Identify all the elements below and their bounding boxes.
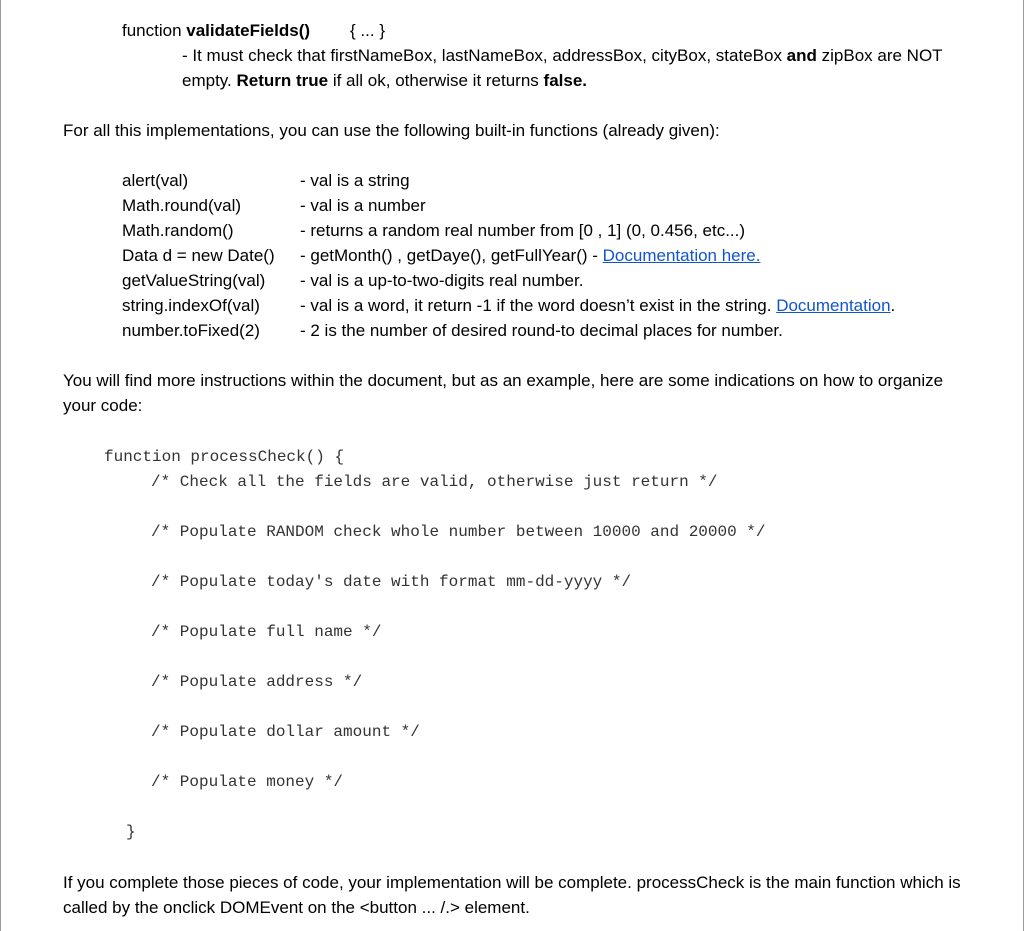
builtin-desc: - val is a up-to-two-digits real number. bbox=[300, 271, 584, 290]
builtin-row bbox=[122, 218, 895, 243]
builtin-fn: Data d = new Date() bbox=[122, 246, 275, 265]
builtin-fn: Math.round(val) bbox=[122, 196, 242, 215]
code-comment: /* Populate today's date with format mm-dd-yyyy */ bbox=[151, 573, 632, 591]
date-documentation-link[interactable]: Documentation here. bbox=[602, 246, 761, 265]
code-comment: /* Populate RANDOM check whole number between 10000 and 20000 */ bbox=[151, 523, 766, 541]
builtin-row bbox=[122, 268, 895, 293]
fn-name: validateFields() bbox=[186, 21, 311, 40]
desc-bold-return-true: Return true bbox=[236, 71, 329, 90]
code-closing-brace: } bbox=[126, 823, 136, 841]
builtin-row bbox=[122, 318, 895, 343]
builtins-list bbox=[122, 168, 895, 343]
code-comment: /* Populate full name */ bbox=[151, 623, 382, 641]
builtin-desc: - returns a random real number from [0 , 1] (0, 0.456, etc...) bbox=[300, 221, 746, 240]
desc-text-1: - It must check that firstNameBox, lastNameBox, addressBox, cityBox, stateBox bbox=[182, 46, 787, 65]
instructions-paragraph: You will find more instructions within the document, but as an example, here are some indications on how to organize your code: bbox=[63, 371, 944, 415]
closing-paragraph: If you complete those pieces of code, your implementation will be complete. processCheck is the main function which is called by the onclick DOMEvent on the <button ... /.> element. bbox=[63, 873, 961, 917]
builtin-desc: - getMonth() , getDaye(), getFullYear() - bbox=[300, 246, 603, 265]
code-function-header: function processCheck() { bbox=[104, 448, 345, 466]
builtin-desc-period: . bbox=[890, 296, 896, 315]
desc-bold-false: false. bbox=[543, 71, 588, 90]
builtin-row bbox=[122, 243, 895, 268]
builtin-fn: Math.random() bbox=[122, 221, 234, 240]
fn-keyword: function bbox=[122, 21, 187, 40]
builtin-row bbox=[122, 168, 895, 193]
builtin-fn: number.toFixed(2) bbox=[122, 321, 260, 340]
builtin-fn: string.indexOf(val) bbox=[122, 296, 260, 315]
desc-bold-and: and bbox=[786, 46, 817, 65]
code-comment: /* Check all the fields are valid, otherwise just return */ bbox=[151, 473, 718, 491]
builtin-fn: getValueString(val) bbox=[122, 271, 266, 290]
builtin-desc-cell bbox=[300, 243, 895, 268]
builtin-desc: - val is a word, it return -1 if the word doesn’t exist in the string. bbox=[300, 296, 777, 315]
validate-fields-heading bbox=[122, 18, 385, 43]
indexof-documentation-link[interactable]: Documentation bbox=[776, 296, 891, 315]
fn-brace: { ... } bbox=[350, 21, 386, 40]
builtins-intro: For all this implementations, you can use the following built-in functions (already given): bbox=[63, 121, 720, 140]
code-comment: /* Populate address */ bbox=[151, 673, 363, 691]
builtin-desc: - val is a number bbox=[300, 196, 426, 215]
builtin-fn: alert(val) bbox=[122, 171, 189, 190]
builtin-desc: - 2 is the number of desired round-to decimal places for number. bbox=[300, 321, 783, 340]
desc-text-3: if all ok, otherwise it returns bbox=[328, 71, 544, 90]
desc-text-2: zipBox are NOT empty. bbox=[182, 46, 943, 90]
code-comment: /* Populate money */ bbox=[151, 773, 344, 791]
builtin-row bbox=[122, 193, 895, 218]
builtin-desc-cell bbox=[300, 293, 895, 318]
builtin-desc: - val is a string bbox=[300, 171, 410, 190]
validate-fields-description bbox=[182, 43, 982, 93]
code-comment: /* Populate dollar amount */ bbox=[151, 723, 420, 741]
builtin-row bbox=[122, 293, 895, 318]
